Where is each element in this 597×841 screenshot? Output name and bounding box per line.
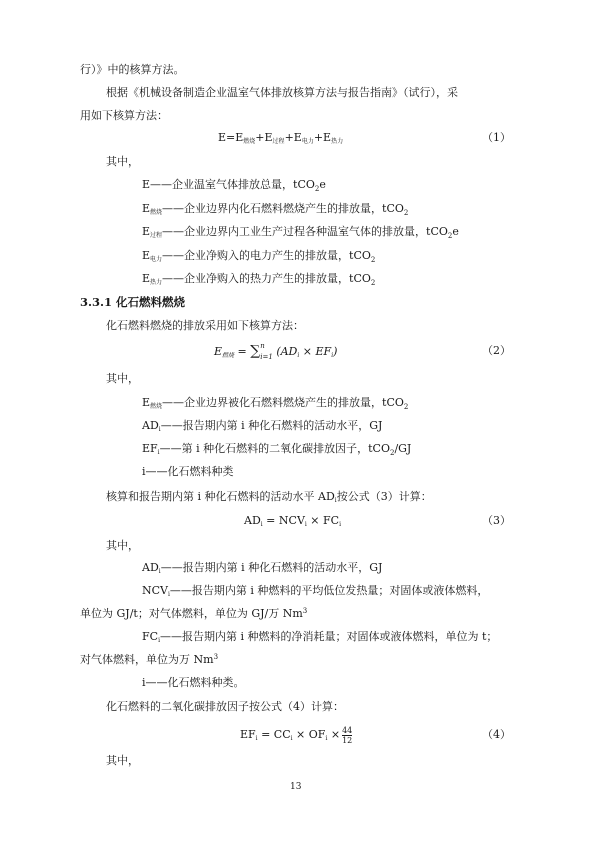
section-heading: 3.3.1 化石燃料燃烧 (80, 295, 186, 309)
definition-part: 燃烧 (150, 208, 163, 216)
equation-2: E燃烧 = ∑ n i=1 (ADi × EFi) (214, 342, 338, 361)
where-label: 其中， (106, 539, 139, 552)
definition-part: ——化石燃料种类 (145, 465, 234, 478)
paragraph-line: 核算和报告期内第 i 种化石燃料的活动水平 ADi按公式（3）计算： (106, 490, 432, 504)
definition-part: ——企业边界内工业生产过程各种温室气体的排放量，tCO (162, 225, 448, 238)
definition-part: i (157, 449, 160, 456)
definition-item (142, 225, 459, 241)
definition-part: ——企业边界被化石燃料燃烧产生的排放量，tCO (162, 396, 404, 409)
definition-part: 2 (403, 208, 409, 217)
definition-item (142, 202, 408, 218)
definition-part: ——第 i 种化石燃料的二氧化碳排放因子，tCO (159, 442, 390, 455)
paragraph-line: 化石燃料燃烧的排放采用如下核算方法： (106, 319, 304, 332)
definition-part: i (142, 465, 146, 478)
definition-part: ——企业净购入的电力产生的排放量，tCO (162, 248, 371, 262)
definition-part: AD (142, 419, 159, 432)
definition-part: ——企业净购入的热力产生的排放量，tCO (162, 272, 371, 285)
definition-item (142, 272, 375, 288)
page-number: 13 (290, 782, 302, 792)
where-label: 其中， (106, 372, 139, 385)
definition-part: 2 (370, 279, 376, 287)
definition-part: 2 (389, 449, 395, 457)
equation-number: （2） (482, 344, 511, 357)
definition-part: i (158, 426, 161, 433)
equation-3: ADi = NCVi × FCi (244, 514, 341, 528)
paragraph-line: 用如下核算方法： (80, 109, 168, 122)
definition-part: 电力 (150, 255, 163, 263)
definition-part: 2 (403, 403, 409, 411)
definition-part: /GJ (394, 442, 412, 455)
definition-item (142, 465, 234, 481)
definition-part: ——企业温室气体排放总量，tCO (150, 178, 315, 191)
definition-part: 过程 (150, 232, 163, 239)
definition-part: ——报告期内第 i 种化石燃料的活动水平，GJ (160, 419, 383, 432)
definition-part: e (319, 178, 326, 191)
where-label: 其中， (106, 155, 139, 168)
definition-item (142, 249, 375, 265)
paragraph-line: 根据《机械设备制造企业温室气体排放核算方法与报告指南》（试行），采 (106, 86, 458, 99)
definition-part: 热力 (150, 279, 163, 286)
definition-part: E (142, 201, 151, 215)
definition-part: 2 (447, 232, 453, 240)
definition-continuation: 对气体燃料，单位为万 Nm$^3$ (80, 653, 219, 666)
definition-item (142, 419, 382, 435)
equation-4: EFi = CCi × OFi × $\frac{44}{12}$ (240, 725, 353, 745)
equation-1: E=E燃烧+E过程+E电力+E热力 (218, 131, 344, 145)
definition-part: E (142, 248, 151, 262)
definition-part: E (142, 225, 151, 238)
definition-part: ——企业边界内化石燃料燃烧产生的排放量，tCO (162, 201, 404, 215)
definition-continuation: 单位为 GJ/t；对气体燃料，单位为 GJ/万 Nm$^3$ (80, 607, 308, 620)
definition-item: i——化石燃料种类。 (142, 676, 245, 689)
definition-part: 2 (314, 185, 320, 193)
equation-number: （3） (482, 514, 511, 527)
paragraph-line: 化石燃料的二氧化碳排放因子按公式（4）计算： (106, 700, 344, 713)
definition-part: E (142, 178, 151, 191)
definition-part: 燃烧 (150, 403, 163, 410)
definition-part: E (142, 272, 151, 285)
definition-item: NCVi——报告期内第 i 种燃料的平均低位发热量；对固体或液体燃料， (142, 584, 489, 598)
definition-item (142, 396, 408, 412)
equation-number: （1） (482, 131, 511, 144)
definition-part: EF (142, 442, 158, 455)
definition-item: FCi——报告期内第 i 种燃料的净消耗量；对固体或液体燃料，单位为 t； (142, 630, 498, 644)
definition-part: e (452, 225, 459, 238)
where-label: 其中， (106, 754, 139, 767)
definition-item (142, 442, 411, 458)
definition-part: 2 (370, 255, 376, 264)
text-line: 行）》中的核算方法。 (80, 63, 185, 76)
definition-part: E (142, 396, 151, 409)
equation-number: （4） (482, 728, 511, 741)
definition-item: ADi——报告期内第 i 种化石燃料的活动水平，GJ (142, 561, 383, 575)
definition-item (142, 178, 326, 194)
